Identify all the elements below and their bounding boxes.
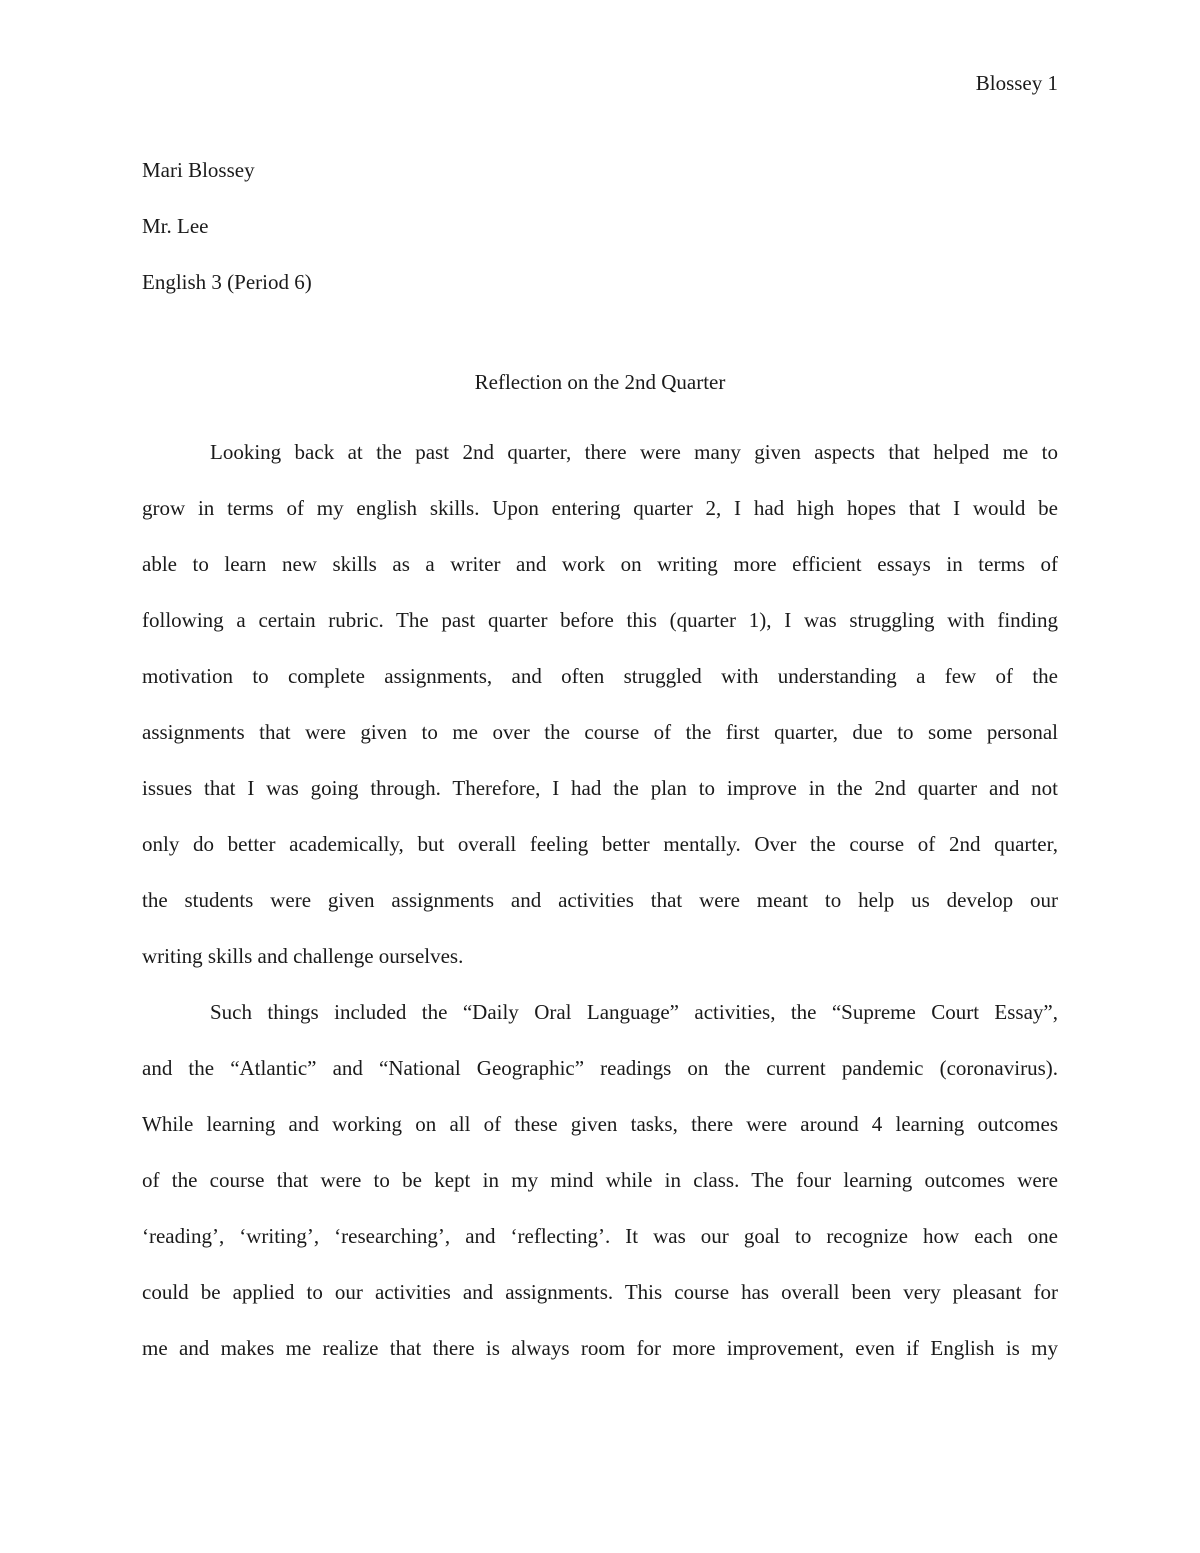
body-line: following a certain rubric. The past quarter before this (quarter 1), I was struggling with finding bbox=[142, 608, 1058, 632]
body-line: Looking back at the past 2nd quarter, there were many given aspects that helped me to bbox=[210, 440, 1058, 464]
body-line: able to learn new skills as a writer and work on writing more efficient essays in terms of bbox=[142, 552, 1058, 576]
body-line: the students were given assignments and activities that were meant to help us develop our bbox=[142, 888, 1058, 912]
essay-title: Reflection on the 2nd Quarter bbox=[474, 370, 726, 394]
body-line: could be applied to our activities and assignments. This course has overall been very pleasant for bbox=[142, 1280, 1058, 1304]
body-line: of the course that were to be kept in my mind while in class. The four learning outcomes were bbox=[142, 1168, 1058, 1192]
body-line: writing skills and challenge ourselves. bbox=[142, 944, 464, 968]
course-name: English 3 (Period 6) bbox=[142, 270, 312, 294]
essay-body bbox=[142, 424, 1058, 1376]
instructor-name: Mr. Lee bbox=[142, 214, 209, 238]
student-name: Mari Blossey bbox=[142, 158, 255, 182]
body-line: motivation to complete assignments, and often struggled with understanding a few of the bbox=[142, 664, 1058, 688]
body-line: assignments that were given to me over the course of the first quarter, due to some personal bbox=[142, 720, 1058, 744]
running-head: Blossey 1 bbox=[975, 71, 1058, 95]
body-line: me and makes me realize that there is always room for more improvement, even if English is my bbox=[142, 1336, 1058, 1360]
body-line: and the “Atlantic” and “National Geographic” readings on the current pandemic (coronavirus). bbox=[142, 1056, 1058, 1080]
body-line: issues that I was going through. Therefore, I had the plan to improve in the 2nd quarter and not bbox=[142, 776, 1058, 800]
body-line: only do better academically, but overall feeling better mentally. Over the course of 2nd quarter, bbox=[142, 832, 1058, 856]
body-line: Such things included the “Daily Oral Language” activities, the “Supreme Court Essay”, bbox=[210, 1000, 1058, 1024]
mla-heading bbox=[142, 142, 1058, 310]
body-line: grow in terms of my english skills. Upon entering quarter 2, I had high hopes that I would be bbox=[142, 496, 1058, 520]
body-line: While learning and working on all of these given tasks, there were around 4 learning outcomes bbox=[142, 1112, 1058, 1136]
body-line: ‘reading’, ‘writing’, ‘researching’, and ‘reflecting’. It was our goal to recognize how each one bbox=[142, 1224, 1058, 1248]
